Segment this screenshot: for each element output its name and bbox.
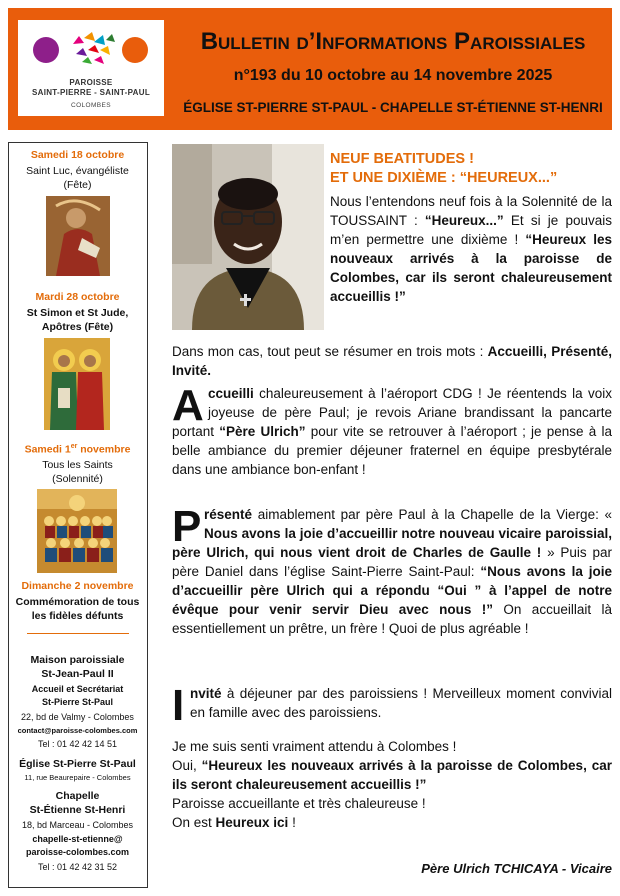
contact-maison-sub1: Accueil et Secrétariat <box>31 684 124 694</box>
event-title: Tous les Saints <box>42 459 113 471</box>
parish-logo-icon <box>18 20 164 76</box>
contact-chapelle-subtitle: St-Étienne St-Henri <box>29 804 126 816</box>
event-date: Mardi 28 octobre <box>35 291 120 303</box>
event-date: Samedi 1er novembre <box>24 443 131 456</box>
contact-chapelle-title: Chapelle <box>55 790 100 802</box>
contact-maison-address: 22, bd de Valmy - Colombes <box>21 712 134 722</box>
sidebar-calendar <box>8 142 148 888</box>
article-conclusion-line-3: Paroisse accueillante et très chaleureuse ! <box>172 796 426 811</box>
article-paragraph-presente: résenté aimablement par père Paul à la Chapelle de la Vierge: « Nous avons la joie d’accueillir notre nouveau vicaire paroissial, père Ulrich, qui nous vient droit de Charles de Gaulle ! » Puis par père Daniel dans l’église Saint-Pierre Saint-Paul: “Nous avons la joie d’accueillir père Ulrich qui a répondu “Oui ” à l’appel de notre évêque pour venir servir Dieu avec nous !” On accueillait là essentiellement un prêtre, un frère ! Quoi de plus agréable ! <box>172 507 612 636</box>
contact-chapelle-email-1[interactable]: chapelle-st-etienne@ <box>32 834 123 844</box>
sidebar-divider <box>27 633 129 634</box>
event-subtitle: Apôtres (Fête) <box>41 321 114 333</box>
article-headline-line-1: NEUF BEATITUDES ! <box>330 151 474 167</box>
event-date: Dimanche 2 novembre <box>21 580 134 592</box>
saint-luke-icon <box>46 196 110 276</box>
article-conclusion-quote: Oui, “Heureux les nouveaux arrivés à la paroisse de Colombes, car ils seront chaleureusement accueillis !” <box>172 758 612 792</box>
parish-logo <box>18 20 164 116</box>
article-headline-line-2: ET UNE DIXIÈME : “HEUREUX...” <box>330 170 558 186</box>
drop-cap-a: A <box>172 381 204 430</box>
contact-chapelle-address: 18, bd Marceau - Colombes <box>21 820 134 830</box>
bulletin-title: Bulletin d’Informations Paroissiales <box>200 28 586 55</box>
event-subtitle: les fidèles défunts <box>31 610 124 622</box>
drop-cap-i: I <box>172 681 185 730</box>
event-title: Commémoration de tous <box>15 596 140 608</box>
bulletin-churches: ÉGLISE ST-PIERRE ST-PAUL - CHAPELLE ST-ÉTIENNE ST-HENRI <box>183 100 603 115</box>
contact-chapelle-email-2[interactable]: paroisse-colombes.com <box>25 847 130 857</box>
contact-chapelle-phone[interactable]: Tel : 01 42 42 31 52 <box>37 862 118 872</box>
article-intro: Nous l’entendons neuf fois à la Solennité de la TOUSSAINT : “Heureux...” Et si je pouvais m’en permettre une dixième ! “Heureux les nouveaux arrivés à la paroisse de Colombes, car ils seront chaleureusement accueillis !” <box>330 194 612 304</box>
article-conclusion-line-1: Je me suis senti vraiment attendu à Colombes ! <box>172 739 457 754</box>
article-paragraph-accueilli: ccueilli chaleureusement à l’aéroport CDG ! Je réentends la voix joyeuse de père Paul; je revois Ariane brandissant la pancarte portant “Père Ulrich” pour vite se retrouver à l’aéroport ; je pense à la belle ambiance du premier déjeuner fraternel en équipe presbytérale dans une ambiance bon-enfant ! <box>172 386 612 477</box>
contact-maison-sub2: St-Pierre St-Paul <box>41 697 114 707</box>
event-subtitle: (Solennité) <box>52 473 103 485</box>
author-portrait <box>172 144 324 330</box>
logo-line-parish-name: SAINT-PIERRE - SAINT-PAUL <box>31 88 151 97</box>
logo-line-paroisse: PAROISSE <box>69 78 113 87</box>
article-paragraph-invite: nvité à déjeuner par des paroissiens ! Merveilleux moment convivial en famille avec des paroissiens. <box>190 686 612 720</box>
contact-maison-email[interactable]: contact@paroisse-colombes.com <box>17 726 138 735</box>
article-headline <box>330 150 612 188</box>
contact-maison-subtitle: St-Jean-Paul II <box>41 668 114 680</box>
contact-maison-title: Maison paroissiale <box>30 654 125 666</box>
logo-line-city: COLOMBES <box>70 102 112 109</box>
article-summary: Dans mon cas, tout peut se résumer en trois mots : Accueilli, Présenté, Invité. <box>172 344 612 378</box>
contact-eglise-address: 11, rue Beaurepaire - Colombes <box>24 773 131 782</box>
all-saints-icon <box>37 489 117 573</box>
bulletin-issue-dates: n°193 du 10 octobre au 14 novembre 2025 <box>233 67 553 84</box>
drop-cap-p: P <box>172 502 202 551</box>
contact-eglise-title: Église St-Pierre St-Paul <box>19 758 136 770</box>
contact-maison-phone[interactable]: Tel : 01 42 42 14 51 <box>37 739 118 749</box>
event-title: Saint Luc, évangéliste <box>26 165 129 177</box>
article-signature: Père Ulrich TCHICAYA - Vicaire <box>421 861 612 876</box>
event-date: Samedi 18 octobre <box>30 149 125 161</box>
event-subtitle: (Fête) <box>63 179 92 191</box>
event-title: St Simon et St Jude, <box>26 307 129 319</box>
article-conclusion-line-4: On est Heureux ici ! <box>172 815 296 830</box>
saints-simon-jude-icon <box>44 338 110 430</box>
bulletin-header <box>8 8 612 130</box>
